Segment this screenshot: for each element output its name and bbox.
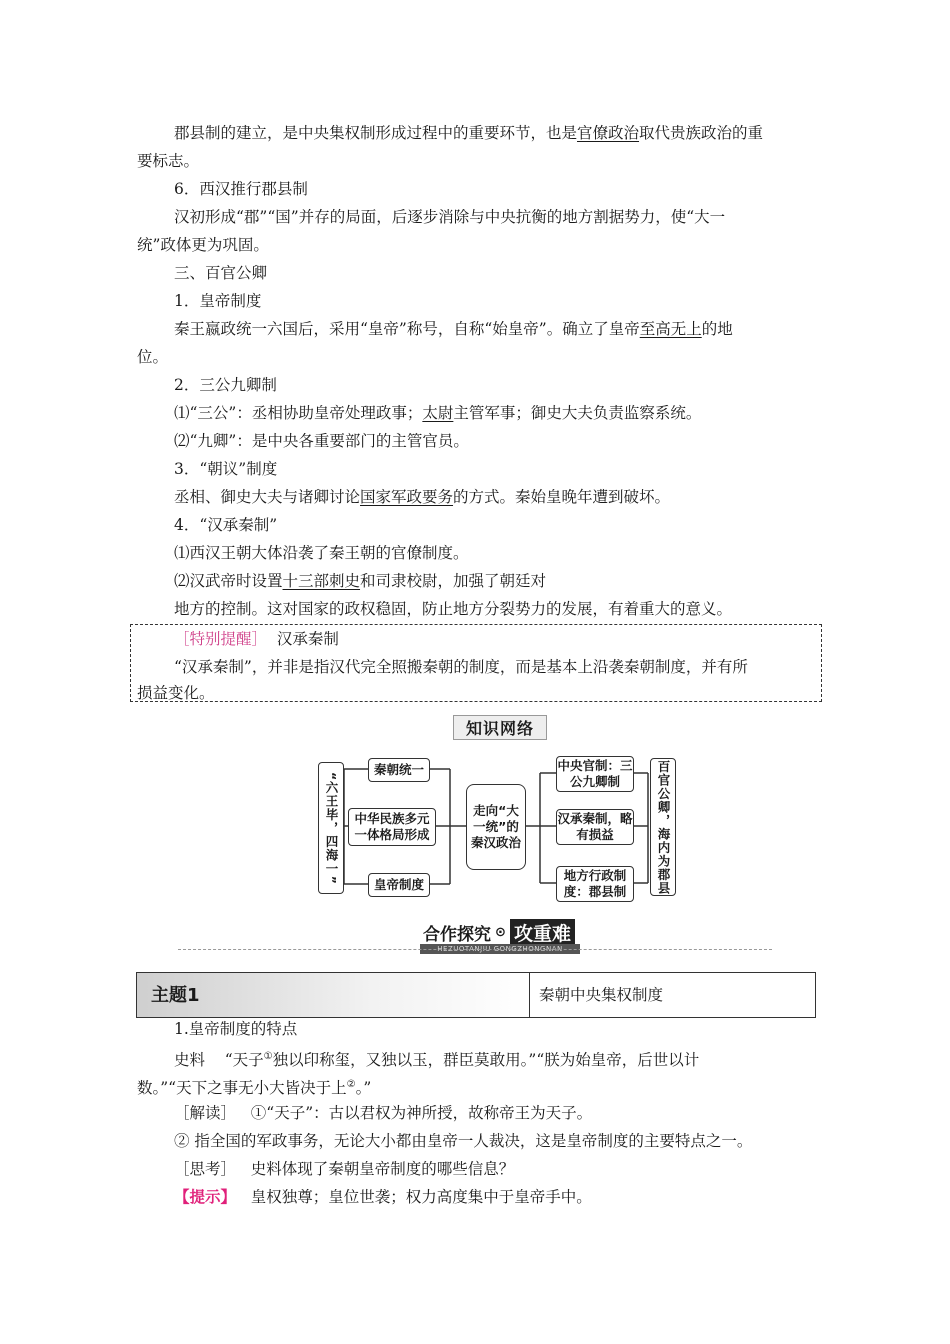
banner-right-text: 攻重难 — [510, 919, 575, 946]
reading-line: ② 指全国的军政事务，无论大小都由皇帝一人裁决，这是皇帝制度的主要特点之一。 — [174, 1132, 753, 1150]
node-local-administration: 地方行政制度：郡县制 — [556, 866, 634, 902]
paragraph-line: 地方的控制。这对国家的政权稳固，防止地方分裂势力的发展，有着重大的意义。 — [174, 600, 733, 618]
cooperative-inquiry-banner — [404, 918, 594, 946]
reminder-title: 汉承秦制 — [276, 630, 339, 648]
topic-divider — [529, 973, 530, 1017]
source-line: 史料 “天子①独以印称玺，又独以玉，群臣莫敢用。”“朕为始皇帝，后世以计 — [174, 1051, 700, 1070]
banner-label: 知识网络 — [453, 715, 547, 740]
item-heading: 2．三公九卿制 — [174, 376, 277, 394]
banner-arrow-icon: ⊙ — [495, 924, 506, 940]
paragraph-line: 郡县制的建立，是中央集权制形成过程中的重要环节，也是官僚政治取代贵族政治的重 — [174, 124, 764, 142]
banner-divider — [178, 949, 772, 950]
reading-label: ［解读］ — [174, 1104, 237, 1122]
left-quote-text: “六王毕，四海一” — [324, 771, 339, 885]
item-heading: 3．“朝议”制度 — [174, 460, 278, 478]
item-heading: 1.皇帝制度的特点 — [174, 1020, 298, 1038]
item-heading: 6．西汉推行郡县制 — [174, 180, 308, 198]
item-heading: 4．“汉承秦制” — [174, 516, 278, 534]
paragraph-line: 要标志。 — [137, 152, 200, 170]
right-quote-box — [650, 758, 676, 896]
reading-line: ［解读］ ①“天子”：古以君权为神所授，故称帝王为天子。 — [174, 1104, 593, 1122]
footnote-marker: ① — [263, 1051, 273, 1062]
hint-label: 【提示】 — [174, 1187, 237, 1206]
node-qin-unification: 秦朝统一 — [368, 758, 430, 782]
underlined-term: 官僚政治 — [577, 124, 640, 142]
source-line: 数。”“天下之事无小大皆决于上②。” — [137, 1079, 372, 1098]
footnote-marker: ② — [346, 1079, 356, 1090]
item-heading: 1．皇帝制度 — [174, 292, 262, 310]
hint-line: 【提示】 皇权独尊；皇位世袭；权力高度集中于皇帝手中。 — [174, 1187, 592, 1206]
underlined-term: 国家军政要务 — [360, 488, 454, 506]
topic-label: 主题1 — [151, 985, 200, 1006]
paragraph-line: ⑵“九卿”：是中央各重要部门的主管官员。 — [174, 432, 469, 450]
underlined-term: 至高无上 — [639, 320, 702, 338]
node-central-officials: 中央官制：三公九卿制 — [556, 756, 634, 792]
section-heading: 三、百官公卿 — [174, 264, 268, 282]
banner-left-text: 合作探究 — [423, 924, 492, 945]
underlined-term: 太尉 — [422, 404, 454, 422]
node-han-inherits-qin: 汉承秦制，略有损益 — [556, 809, 634, 845]
reminder-line: “汉承秦制”，并非是指汉代完全照搬秦朝的制度，而是基本上沿袭秦朝制度，并有所 — [174, 658, 748, 676]
left-quote-box — [318, 762, 344, 894]
paragraph-line: 丞相、御史大夫与诸卿讨论国家军政要务的方式。秦始皇晚年遭到破坏。 — [174, 488, 671, 506]
paragraph-line: 秦王嬴政统一六国后，采用“皇帝”称号，自称“始皇帝”。确立了皇帝至高无上的地 — [174, 320, 733, 338]
paragraph-line: 位。 — [137, 348, 169, 366]
underlined-term: 十三部刺史 — [282, 572, 361, 590]
node-center-unified-politics: 走向“大一统”的秦汉政治 — [466, 784, 526, 870]
paragraph-line: 统”政体更为巩固。 — [137, 236, 269, 254]
reminder-tag: ［特别提醒］ — [174, 630, 268, 648]
paragraph-line: ⑴西汉王朝大体沿袭了秦王朝的官僚制度。 — [174, 544, 469, 562]
paragraph-line: 汉初形成“郡”“国”并存的局面，后逐步消除与中央抗衡的地方割据势力，使“大一 — [174, 208, 726, 226]
right-quote-text: 百官公卿，海内为郡县 — [656, 759, 671, 895]
node-chinese-nation-pattern: 中华民族多元一体格局形成 — [348, 808, 436, 846]
banner-pinyin: HEZUOTANJIU GONGZHONGNAN — [420, 944, 580, 954]
topic-box — [136, 972, 816, 1018]
source-label: 史料 — [174, 1051, 206, 1070]
think-line: ［思考］ 史料体现了秦朝皇帝制度的哪些信息？ — [174, 1160, 515, 1178]
think-label: ［思考］ — [174, 1160, 237, 1178]
topic-title: 秦朝中央集权制度 — [539, 986, 664, 1004]
paragraph-line: ⑴“三公”：丞相协助皇帝处理政事；太尉主管军事；御史大夫负责监察系统。 — [174, 404, 702, 422]
node-emperor-system: 皇帝制度 — [368, 873, 430, 897]
paragraph-line: ⑵汉武帝时设置十三部刺史和司隶校尉，加强了朝廷对 — [174, 572, 547, 590]
reminder-line: 损益变化。 — [137, 684, 215, 702]
